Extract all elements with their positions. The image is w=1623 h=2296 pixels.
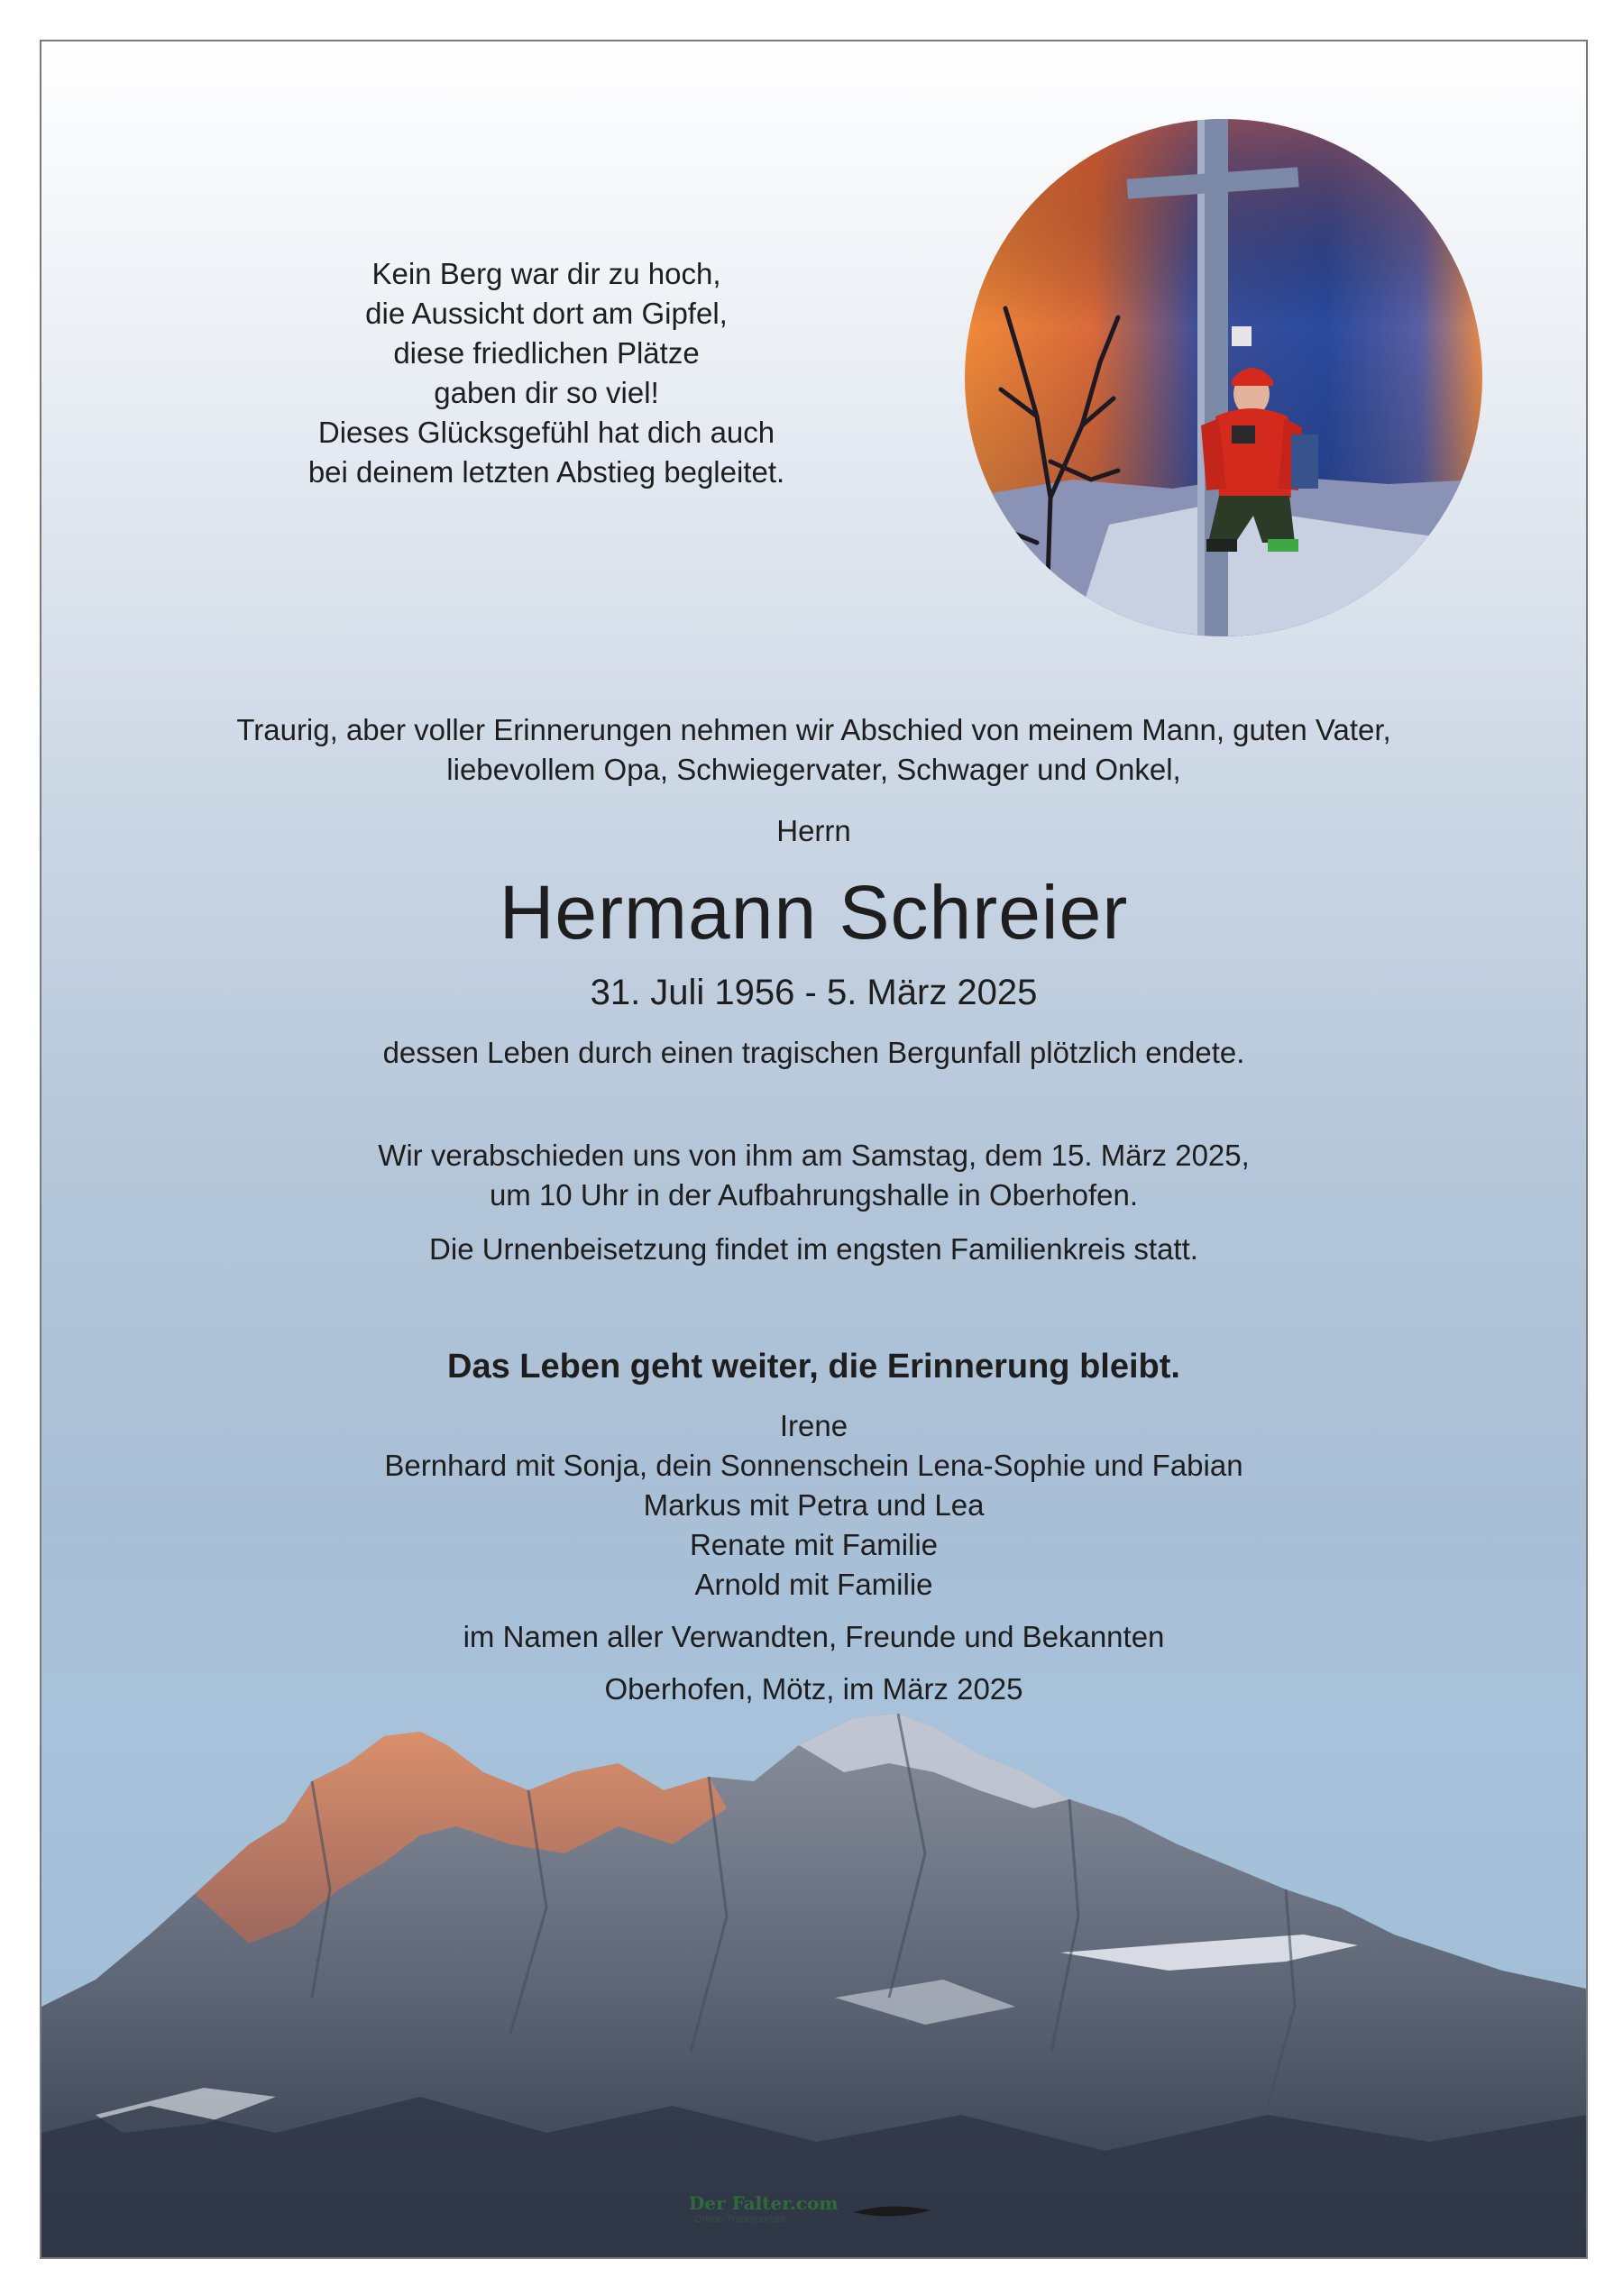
- intro-line: liebevollem Opa, Schwiegervater, Schwager und Onkel,: [446, 753, 1181, 786]
- salutation: Herrn: [776, 814, 851, 847]
- logo-text: Der Falter.com: [689, 2192, 839, 2214]
- memorial-poem: [186, 254, 907, 492]
- poem-line: diese friedlichen Plätze: [393, 336, 700, 370]
- family-member: Renate mit Familie: [689, 1528, 939, 1561]
- deceased-name: Hermann Schreier: [499, 870, 1129, 955]
- family-member: Irene: [779, 1409, 848, 1442]
- family-member: Markus mit Petra und Lea: [643, 1488, 985, 1522]
- relatives-line: im Namen aller Verwandten, Freunde und Bekannten: [463, 1620, 1165, 1653]
- logo-subtitle: Online-Trauerportale: [694, 2214, 786, 2225]
- farewell-line: Wir verabschieden uns von ihm am Samstag, dem 15. März 2025,: [378, 1139, 1250, 1172]
- poem-line: Kein Berg war dir zu hoch,: [371, 257, 721, 290]
- poem-line: die Aussicht dort am Gipfel,: [365, 297, 728, 330]
- life-dates: 31. Juli 1956 - 5. März 2025: [590, 973, 1038, 1012]
- logo-mark-icon: [851, 2200, 932, 2223]
- family-member: Arnold mit Familie: [694, 1568, 933, 1601]
- place-date: Oberhofen, Mötz, im März 2025: [604, 1672, 1023, 1706]
- mountain-landscape: [41, 1709, 1586, 2259]
- poem-line: gaben dir so viel!: [434, 376, 659, 409]
- farewell-line: um 10 Uhr in der Aufbahrungshalle in Oberhofen.: [489, 1178, 1139, 1212]
- poem-line: Dieses Glücksgefühl hat dich auch: [317, 416, 775, 449]
- cause-line: dessen Leben durch einen tragischen Bergunfall plötzlich endete.: [382, 1036, 1245, 1069]
- intro-text: [41, 710, 1586, 790]
- family-member: Bernhard mit Sonja, dein Sonnenschein Lena-Sophie und Fabian: [384, 1449, 1243, 1482]
- urn-burial-line: Die Urnenbeisetzung findet im engsten Familienkreis statt.: [429, 1232, 1198, 1266]
- poem-line: bei deinem letzten Abstieg begleitet.: [307, 455, 785, 489]
- farewell-text: [41, 1136, 1586, 1215]
- family-list: [41, 1406, 1586, 1605]
- obituary-card: [40, 40, 1588, 2259]
- intro-line: Traurig, aber voller Erinnerungen nehmen wir Abschied von meinem Mann, guten Vater,: [236, 713, 1391, 746]
- motto: Das Leben geht weiter, die Erinnerung bleibt.: [447, 1348, 1180, 1386]
- portrait-photo: [965, 119, 1482, 636]
- publisher-logo: [689, 2192, 977, 2237]
